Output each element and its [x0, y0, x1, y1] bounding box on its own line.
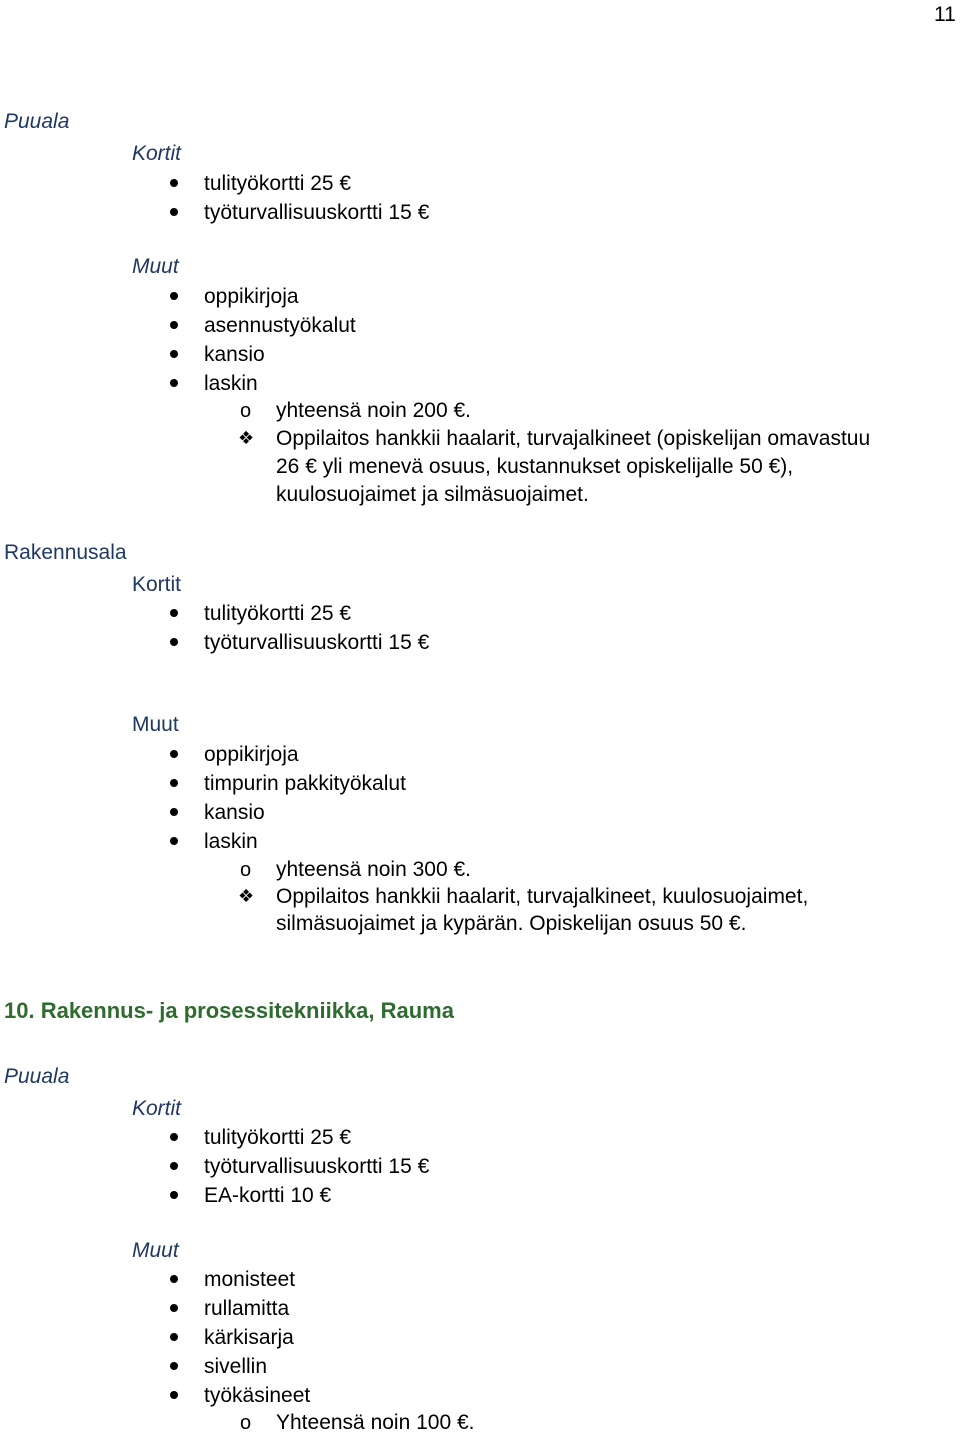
note-line: Oppilaitos hankkii haalarit, turvajalkineet (opiskelijan omavastuu [276, 427, 871, 450]
bullet-icon [170, 321, 178, 329]
sub-bullet-icon: o [240, 400, 252, 422]
list-item: timpurin pakkityökalut [204, 772, 406, 795]
list-item: EA-kortti 10 € [204, 1184, 332, 1207]
list-item: laskin [204, 372, 258, 395]
list-item: oppikirjoja [204, 743, 299, 766]
bullet-icon [170, 350, 178, 358]
sub-item: Yhteensä noin 100 €. [276, 1411, 475, 1434]
note-line: 26 € yli menevä osuus, kustannukset opiskelijalle 50 €), [276, 455, 794, 478]
bullet-icon [170, 609, 178, 617]
diamond-bullet-icon: ❖ [238, 886, 255, 906]
bullet-icon [170, 1333, 178, 1341]
sub-item: yhteensä noin 200 €. [276, 399, 471, 422]
bullet-icon [170, 292, 178, 300]
bullet-icon [170, 1162, 178, 1170]
list-item: laskin [204, 830, 258, 853]
list-item: kärkisarja [204, 1326, 294, 1349]
list-item: tulityökortti 25 € [204, 172, 352, 195]
section-title-puuala: Puuala [4, 110, 70, 133]
kortit-heading: Kortit [132, 573, 182, 596]
diamond-bullet-icon: ❖ [238, 428, 255, 448]
list-item: tulityökortti 25 € [204, 1126, 352, 1149]
sub-bullet-icon: o [240, 1412, 252, 1434]
bullet-icon [170, 1362, 178, 1370]
bullet-icon [170, 779, 178, 787]
list-item: oppikirjoja [204, 285, 299, 308]
bullet-icon [170, 1191, 178, 1199]
bullet-icon [170, 1391, 178, 1399]
bullet-icon [170, 1275, 178, 1283]
list-item: tulityökortti 25 € [204, 602, 352, 625]
list-item: monisteet [204, 1268, 296, 1291]
bullet-icon [170, 837, 178, 845]
list-item: työkäsineet [204, 1384, 311, 1407]
bullet-icon [170, 1304, 178, 1312]
section-heading-10: 10. Rakennus- ja prosessitekniikka, Rauma [4, 998, 454, 1023]
bullet-icon [170, 808, 178, 816]
bullet-icon [170, 179, 178, 187]
section-title-puuala: Puuala [4, 1065, 70, 1088]
note-line: Oppilaitos hankkii haalarit, turvajalkineet, kuulosuojaimet, [276, 885, 809, 908]
list-item: kansio [204, 343, 265, 366]
bullet-icon [170, 1133, 178, 1141]
note-line: kuulosuojaimet ja silmäsuojaimet. [276, 483, 589, 506]
sub-item: yhteensä noin 300 €. [276, 858, 471, 881]
list-item: rullamitta [204, 1297, 290, 1320]
kortit-heading: Kortit [132, 142, 182, 165]
list-item: työturvallisuuskortti 15 € [204, 631, 430, 654]
bullet-icon [170, 208, 178, 216]
muut-heading: Muut [132, 1239, 179, 1262]
bullet-icon [170, 379, 178, 387]
page-number: 11 [934, 3, 956, 26]
list-item: työturvallisuuskortti 15 € [204, 201, 430, 224]
list-item: työturvallisuuskortti 15 € [204, 1155, 430, 1178]
list-item: asennustyökalut [204, 314, 356, 337]
list-item: sivellin [204, 1355, 268, 1378]
section-title-rakennusala: Rakennusala [4, 541, 127, 564]
sub-bullet-icon: o [240, 859, 252, 881]
kortit-heading: Kortit [132, 1097, 182, 1120]
list-item: kansio [204, 801, 265, 824]
note-line: silmäsuojaimet ja kypärän. Opiskelijan osuus 50 €. [276, 912, 747, 935]
muut-heading: Muut [132, 255, 179, 278]
bullet-icon [170, 750, 178, 758]
muut-heading: Muut [132, 713, 179, 736]
bullet-icon [170, 638, 178, 646]
